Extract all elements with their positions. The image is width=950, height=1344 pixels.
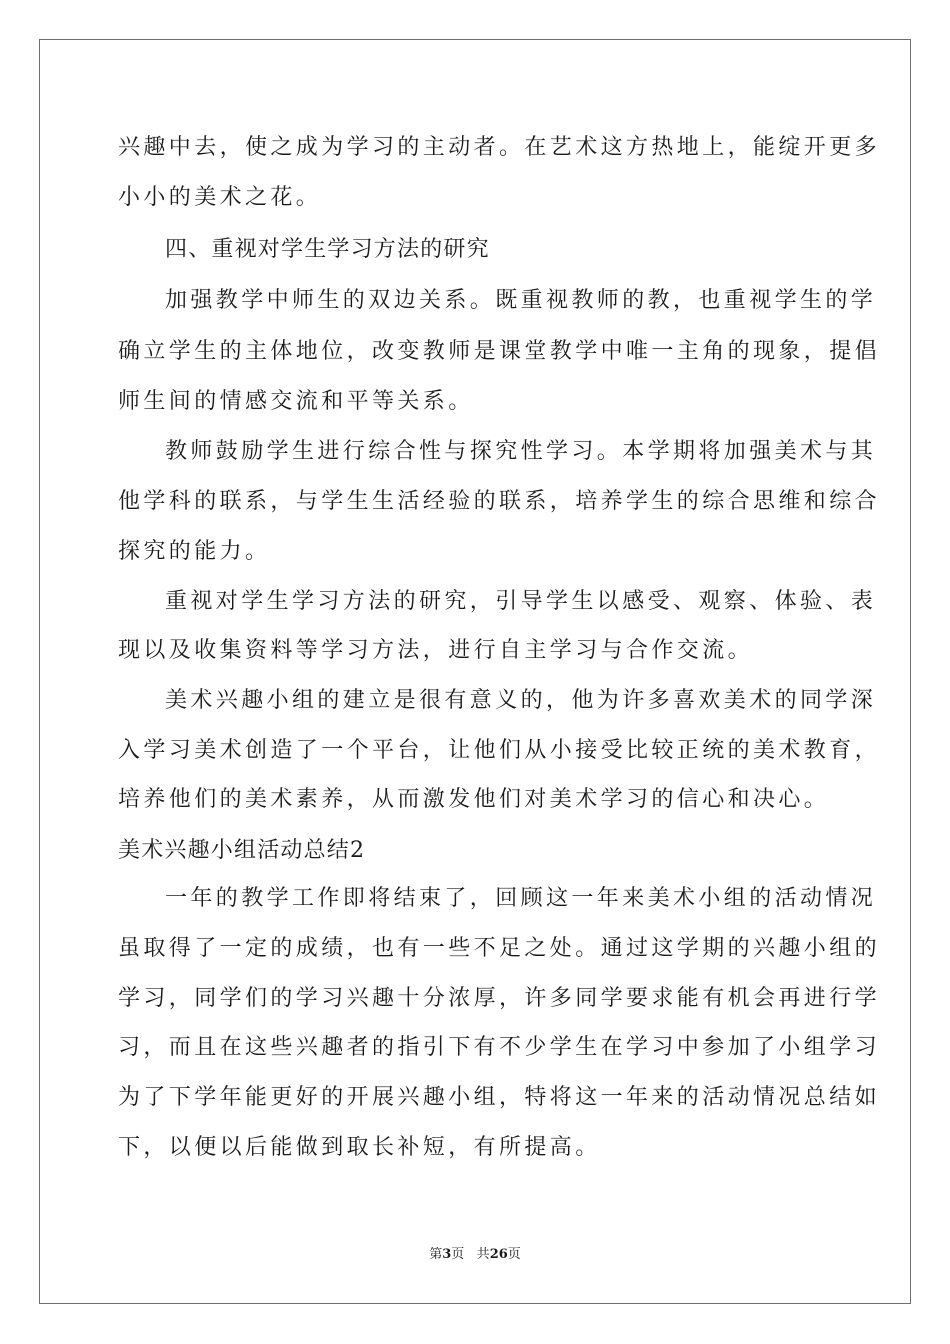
paragraph-line: 为了下学年能更好的开展兴趣小组，特将这一年来的活动情况总结如 xyxy=(118,1085,881,1110)
paragraph-line: 美术兴趣小组的建立是很有意义的，他为许多喜欢美术的同学深 xyxy=(165,688,877,713)
paragraph-line: 小小的美术之花。 xyxy=(118,185,322,210)
paragraph-line: 培养他们的美术素养，从而激发他们对美术学习的信心和决心。 xyxy=(118,787,830,812)
paragraph-line: 现以及收集资料等学习方法，进行自主学习与合作交流。 xyxy=(118,638,754,663)
page-suffix: 页 xyxy=(451,1247,465,1262)
paragraph-line: 确立学生的主体地位，改变教师是课堂教学中唯一主角的现象，提倡 xyxy=(118,339,881,364)
paragraph-line: 师生间的情感交流和平等关系。 xyxy=(118,389,474,414)
paragraph-line: 探究的能力。 xyxy=(118,539,271,564)
paragraph-line: 加强教学中师生的双边关系。既重视教师的教，也重视学生的学 xyxy=(165,288,877,313)
total-suffix: 页 xyxy=(507,1247,521,1262)
total-prefix: 共 xyxy=(476,1247,490,1262)
page-footer xyxy=(0,1247,950,1263)
paragraph-line: 下，以便以后能做到取长补短，有所提高。 xyxy=(118,1135,601,1160)
total-pages: 26 xyxy=(489,1247,508,1262)
paragraph-line: 兴趣中去，使之成为学习的主动者。在艺术这方热地上，能绽开更多 xyxy=(118,135,881,160)
section-heading: 四、重视对学生学习方法的研究 xyxy=(165,237,490,262)
paragraph-line: 习，而且在这些兴趣者的指引下有不少学生在学习中参加了小组学习 xyxy=(118,1035,881,1060)
paragraph-line: 虽取得了一定的成绩，也有一些不足之处。通过这学期的兴趣小组的 xyxy=(118,936,881,961)
paragraph-line: 入学习美术创造了一个平台，让他们从小接受比较正统的美术教育， xyxy=(118,738,881,763)
paragraph-line: 教师鼓励学生进行综合性与探究性学习。本学期将加强美术与其 xyxy=(165,439,877,464)
paragraph-line: 一年的教学工作即将结束了，回顾这一年来美术小组的活动情况 xyxy=(165,886,877,911)
page-number: 3 xyxy=(442,1247,452,1262)
paragraph-line: 重视对学生学习方法的研究，引导学生以感受、观察、体验、表 xyxy=(165,589,877,614)
page-border xyxy=(39,39,911,1304)
article-title: 美术兴趣小组活动总结2 xyxy=(118,838,366,863)
paragraph-line: 学习，同学们的学习兴趣十分浓厚，许多同学要求能有机会再进行学 xyxy=(118,986,881,1011)
paragraph-line: 他学科的联系，与学生生活经验的联系，培养学生的综合思维和综合 xyxy=(118,489,881,514)
page-prefix: 第 xyxy=(429,1247,443,1262)
